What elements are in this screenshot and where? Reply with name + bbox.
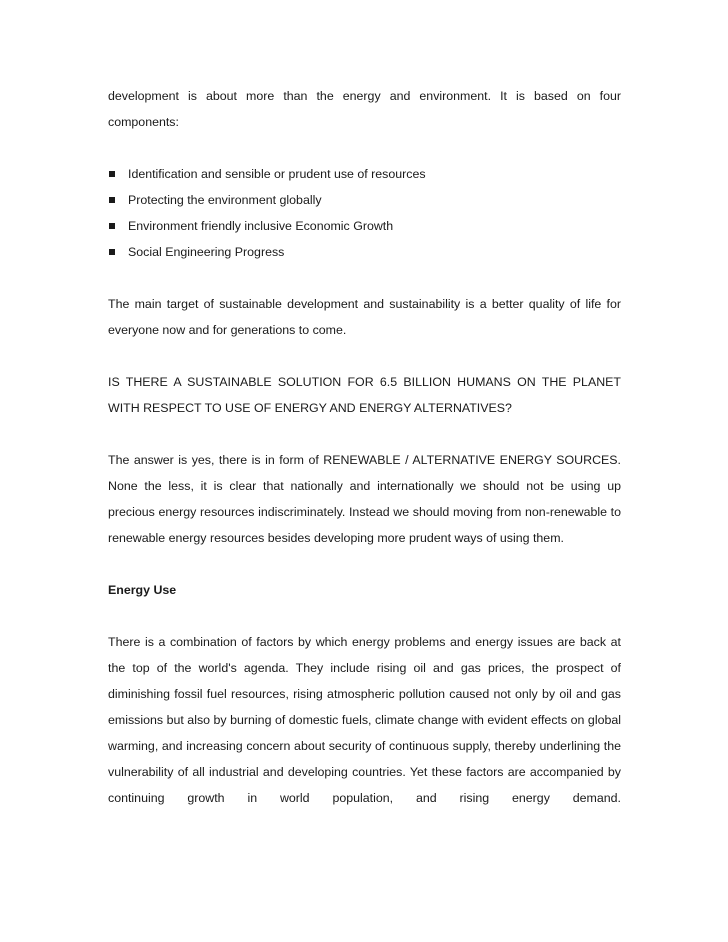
list-item-text: Identification and sensible or prudent use of resources [128, 167, 426, 181]
square-bullet-icon [109, 223, 115, 229]
list-item [108, 213, 621, 239]
document-page [108, 83, 621, 811]
spacer [108, 603, 621, 629]
list-item [108, 161, 621, 187]
spacer [108, 551, 621, 577]
intro-paragraph: development is about more than the energy and environment. It is based on four components: [108, 89, 621, 129]
section-heading: Energy Use [108, 583, 177, 597]
spacer [108, 421, 621, 447]
spacer [108, 135, 621, 161]
energy-use-paragraph: There is a combination of factors by which energy problems and energy issues are back at the top of the world's agenda. They include rising oil and gas prices, the prospect of diminishing fossil fuel resources, rising atmospheric pollution caused not only by oil and gas emissions but also by burning of domestic fuels, climate change with evident effects on global warming, and increasing concern about security of continuous supply, thereby underlining the vulnerability of all industrial and developing countries. Yet these factors are accompanied by continuing growth in world population, and rising energy demand. [108, 635, 621, 805]
square-bullet-icon [109, 197, 115, 203]
list-item-text: Social Engineering Progress [128, 245, 285, 259]
square-bullet-icon [109, 171, 115, 177]
square-bullet-icon [109, 249, 115, 255]
list-item [108, 239, 621, 265]
answer-paragraph: The answer is yes, there is in form of RENEWABLE / ALTERNATIVE ENERGY SOURCES. None the less, it is clear that nationally and internationally we should not be using up precious energy resources indiscriminately. Instead we should moving from non-renewable to renewable energy resources besides developing more prudent ways of using them. [108, 453, 621, 545]
spacer [108, 343, 621, 369]
list-item-text: Environment friendly inclusive Economic Growth [128, 219, 394, 233]
list-item-text: Protecting the environment globally [128, 193, 322, 207]
question-paragraph: IS THERE A SUSTAINABLE SOLUTION FOR 6.5 BILLION HUMANS ON THE PLANET WITH RESPECT TO USE OF ENERGY AND ENERGY ALTERNATIVES? [108, 375, 621, 415]
components-list [108, 161, 621, 265]
list-item [108, 187, 621, 213]
target-paragraph: The main target of sustainable development and sustainability is a better quality of life for everyone now and for generations to come. [108, 297, 621, 337]
spacer [108, 265, 621, 291]
